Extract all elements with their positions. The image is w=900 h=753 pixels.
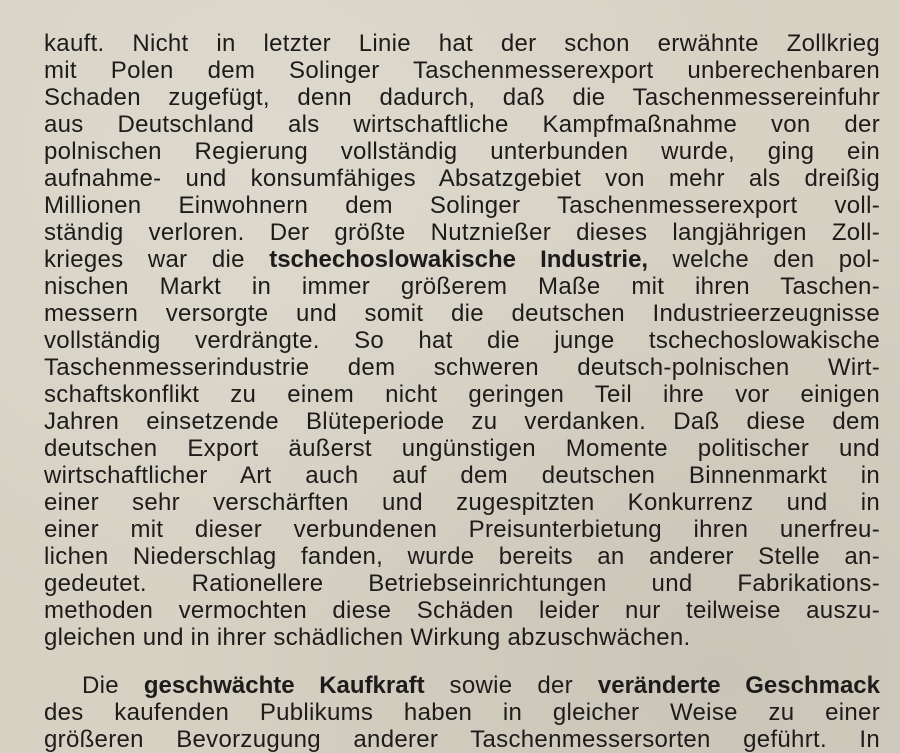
text-line: wirtschaftlicher Art auch auf dem deutschen Binnenmarkt in	[44, 462, 880, 489]
text-line: einer mit dieser verbundenen Preisunterbietung ihren unerfreu-	[44, 516, 880, 543]
body-paragraph-1	[44, 30, 880, 651]
text-line: schaftskonflikt zu einem nicht geringen Teil ihre vor einigen	[44, 381, 880, 408]
text-line: nischen Markt in immer größerem Maße mit ihren Taschen-	[44, 273, 880, 300]
text-line: mit Polen dem Solinger Taschenmesserexport unberechenbaren	[44, 57, 880, 84]
text-line: Jahren einsetzende Blüteperiode zu verdanken. Daß diese dem	[44, 408, 880, 435]
text-line: Millionen Einwohnern dem Solinger Taschenmesserexport voll-	[44, 192, 880, 219]
text-line: des kaufenden Publikums haben in gleicher Weise zu einer	[44, 699, 880, 726]
bold-emphasis: tschechoslowakische Industrie,	[269, 246, 649, 273]
text-line: Die geschwächte Kaufkraft sowie der veränderte Geschmack	[82, 672, 881, 699]
text-line: einer sehr verschärften und zugespitzten Konkurrenz und in	[44, 489, 880, 516]
bold-emphasis: geschwächte Kaufkraft	[143, 672, 425, 699]
body-paragraph-2	[44, 672, 880, 753]
text-line: ständig verloren. Der größte Nutznießer dieses langjährigen Zoll-	[44, 219, 880, 246]
text-line: aus Deutschland als wirtschaftliche Kampfmaßnahme von der	[44, 111, 880, 138]
text-line: Taschenmesserindustrie dem schweren deutsch-polnischen Wirt-	[44, 354, 880, 381]
text-line: polnischen Regierung vollständig unterbunden wurde, ging ein	[44, 138, 880, 165]
text-line: gedeutet. Rationellere Betriebseinrichtungen und Fabrikations-	[44, 570, 880, 597]
text-line: methoden vermochten diese Schäden leider nur teilweise auszu-	[44, 597, 880, 624]
text-line: aufnahme- und konsumfähiges Absatzgebiet von mehr als dreißig	[44, 165, 880, 192]
text-line: gleichen und in ihrer schädlichen Wirkung abzuschwächen.	[44, 624, 691, 651]
text-line: krieges war die tschechoslowakische Industrie, welche den pol-	[44, 246, 881, 273]
text-line: messern versorgte und somit die deutschen Industrieerzeugnisse	[44, 300, 880, 327]
bold-emphasis: veränderte Geschmack	[597, 672, 881, 699]
text-line: Schaden zugefügt, denn dadurch, daß die Taschenmessereinfuhr	[44, 84, 880, 111]
text-line: größeren Bevorzugung anderer Taschenmessersorten geführt. In	[44, 726, 880, 753]
text-line: kauft. Nicht in letzter Linie hat der schon erwähnte Zollkrieg	[44, 30, 880, 57]
text-line: deutschen Export äußerst ungünstigen Momente politischer und	[44, 435, 880, 462]
text-line: vollständig verdrängte. So hat die junge tschechoslowakische	[44, 327, 880, 354]
text-line: lichen Niederschlag fanden, wurde bereits an anderer Stelle an-	[44, 543, 880, 570]
